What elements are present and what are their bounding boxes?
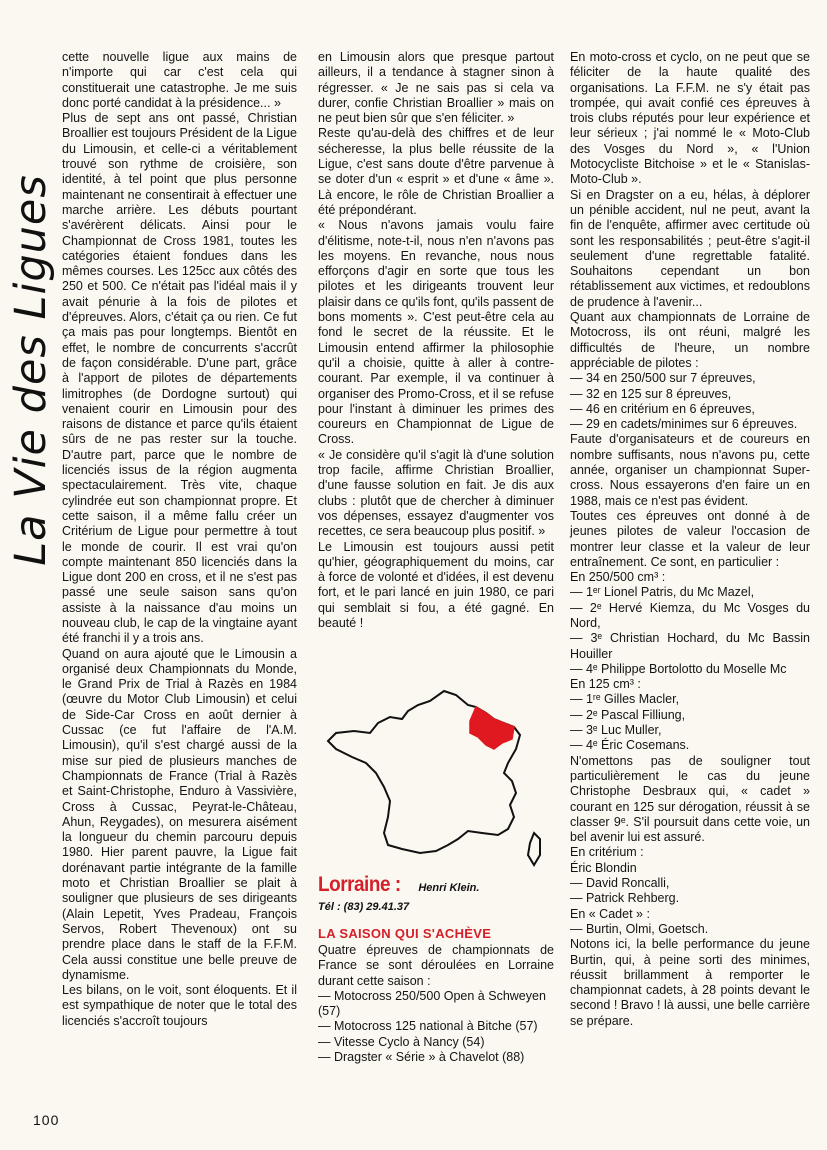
list-item: — 2ᵉ Pascal Filliung, — [570, 707, 686, 722]
list-item: — 2ᵉ Hervé Kiemza, du Mc Vosges du Nord, — [570, 600, 810, 630]
paragraph: « Nous n'avons jamais voulu faire d'élitisme, note-t-il, nous n'en n'avons pas les moyens. En revanche, nous nous efforçons d'agir en sorte que tous les pilotes et les dirigeants trouvent leur plaisir dans ce qu'ils font, qu'ils passent de bons moments ». C'est peut-être cela au fond le secret de la réussite. Et le Limousin entend affirmer la philosophie qu'il a choisie, quitte à aller à contre-courant. Par exemple, il va continuer à organiser des Promo-Cross, et il se refuse pour l'instant à diminuer les primes des coureurs en Championnat de Ligue de Cross. — [318, 218, 554, 447]
list-item: — 4ᵉ Éric Cosemans. — [570, 738, 690, 753]
list-item: — Patrick Rehberg. — [570, 891, 680, 906]
list-item: — David Roncalli, — [570, 876, 670, 891]
paragraph: Le Limousin est toujours aussi petit qu'hier, géographiquement du moins, car à force de volonté et d'idées, il est devenu fort, et le pari lancé en juin 1980, ce pari qui semblait si fou, a été gagné. En beauté ! — [318, 539, 554, 630]
lorraine-section-title — [318, 873, 554, 897]
list-item: — 1ᵉʳ Lionel Patris, du Mc Mazel, — [570, 585, 755, 600]
list-item: — Dragster « Série » à Chavelot (88) — [318, 1050, 525, 1065]
list-heading: En « Cadet » : — [570, 906, 650, 921]
paragraph: Notons ici, la belle performance du jeune Burtin, qui, à peine sorti des minimes, réussit brillamment à remporter le championnat cadets, à 28 points devant le second ! Bravo ! là aussi, une belle carrière se prépare. — [570, 937, 810, 1028]
paragraph: Faute d'organisateurs et de coureurs en nombre suffisants, nous n'avons pu, cette année, organiser un championnat Super-cross. Nous essayerons d'en faire un en 1988, mais ce n'est pas évident. — [570, 432, 810, 508]
list-item: — 34 en 250/500 sur 7 épreuves, — [570, 371, 756, 386]
page-number: 100 — [33, 1112, 60, 1128]
list-item: — 3ᵉ Luc Muller, — [570, 723, 662, 738]
paragraph: N'omettons pas de souligner tout particulièrement le cas du jeune Christophe Desbraux qui, « cadet » courant en 125 sur dérogation, réussit à se classer 9ᵉ. S'il poursuit dans cette voie, un bel avenir lui est assuré. — [570, 753, 810, 845]
list-item: — Burtin, Olmi, Goetsch. — [570, 921, 709, 936]
list-item: — Motocross 250/500 Open à Schweyen (57) — [318, 988, 546, 1019]
paragraph: en Limousin alors que presque partout ailleurs, il a tendance à stagner sinon à régresser. « Je ne sais pas si cela va durer, confie Christian Broallier » mais on ne peut bien sûr que s'en féliciter. » — [318, 50, 554, 126]
season-subheading: LA SAISON QUI S'ACHÈVE — [318, 926, 492, 941]
list-heading: En 250/500 cm³ : — [570, 570, 666, 585]
paragraph: Quant aux championnats de Lorraine de Motocross, ils ont réuni, malgré les difficultés de l'heure, un nombre appréciable de pilotes : — [570, 310, 810, 370]
lorraine-author: Henri Klein. — [418, 882, 480, 894]
corsica-outline — [528, 833, 540, 865]
france-outline — [328, 691, 520, 853]
list-item: — Vitesse Cyclo à Nancy (54) — [318, 1034, 485, 1049]
france-map — [318, 683, 554, 873]
lorraine-heading: Lorraine : — [318, 873, 401, 896]
france-map-graphic — [318, 683, 554, 873]
paragraph: Reste qu'au-delà des chiffres et de leur sécheresse, la plus belle réussite de la Ligue, c'est sans doute d'être parvenue à se doter d'un « esprit » et d'une « âme ». Là encore, le rôle de Christian Broallier a été prépondérant. — [318, 126, 554, 217]
list-item: — 32 en 125 sur 8 épreuves, — [570, 386, 732, 401]
list-item: Éric Blondin — [570, 860, 637, 875]
paragraph: cette nouvelle ligue aux mains de n'importe qui car c'est cela qui constituerait une catastrophe. Je me suis donc porté candidat à la présidence... » — [62, 50, 297, 110]
article-column-2 — [318, 50, 554, 631]
paragraph: Plus de sept ans ont passé, Christian Broallier est toujours Président de la Ligue du Limousin, et celle-ci a véritablement trouvé son rythme de croisière, son identité, à tel point que plus personne maintenant ne consentirait à effectuer une marche arrière. Les débuts pourtant s'avérèrent délicats. Ainsi pour le Championnat de Cross 1981, toutes les catégories étaient fondues dans les mêmes courses. Les 125cc aux côtés des 250 et 500. Ce n'était pas l'idéal mais il y avait pénurie à la fois de pilotes et d'épreuves. Alors, c'était ça ou rien. Ce fut ça mais pas pour longtemps. Bientôt en effet, le nombre de concurrents s'accrût de façon considérable. D'une part, grâce à l'apport de pilotes de départements limitrophes (de Dordogne surtout) qui venaient courir en Limousin pour des raisons de distance et parce qu'ils étaient sûrs de ne pas rester sur la touche. D'autre part, parce que le nombre de licenciés issus de la région augmenta spectaculairement. Très vite, chaque cylindrée eut son championnat propre. Et cette saison, il a même fallu créer un Critérium de Ligue pour permettre à tout le monde de courir. Il est vrai qu'on compte maintenant 850 licenciés dans la Ligue dont 200 en cross, et il ne s'est pas passé une seule saison sans qu'on assiste à la naissance d'au moins un nouveau club, le cap de la vingtaine ayant été franchi il y a trois ans. — [62, 111, 297, 646]
list-heading: En critérium : — [570, 845, 644, 860]
article-column-3 — [570, 50, 810, 1029]
list-item: — 4ᵉ Philippe Bortolotto du Moselle Mc — [570, 661, 787, 676]
paragraph: Quand on aura ajouté que le Limousin a organisé deux Championnats du Monde, le Grand Prix de Trial à Razès en 1984 (œuvre du Motor Club Limousin) et celui de Side-Car Cross en août dernier à Cussac (ce fut l'affaire de l'A.M. Limousin), qu'il s'est chargé aussi de la mise sur pied de plusieurs manches de Championnats de France (Trial à Razès et Saint-Christophe, Enduro à Vassivière, Cross à Cussac, Peyrat-le-Château, Ahun, Reygades), on mesurera aisément la longueur du chemin parcouru depuis 1980. Hier parent pauvre, la Ligue fait dorénavant partie intégrante de la famille moto et Christian Broallier se plait à souligner que plusieurs de ses dirigeants (Alain Lepetit, Yves Pradeau, François Servos, Robert Thevenoux) ont su prendre place dans le staff de la F.F.M. Cela aussi constitue une belle preuve de dynamisme. — [62, 646, 297, 982]
list-heading: En 125 cm³ : — [570, 677, 641, 692]
list-item: — 46 en critérium en 6 épreuves, — [570, 401, 755, 416]
paragraph: En moto-cross et cyclo, on ne peut que se féliciter de la haute qualité des organisations. La F.F.M. ne s'y était pas trompée, qui avait confié ces épreuves à trois clubs réputés pour leur expérience et leur sérieux ; j'ai nommé le « Moto-Club des Vosges du Nord », « l'Union Motocycliste Bitchoise » et le « Stanislas-Moto-Club ». — [570, 50, 810, 187]
section-title-text: La Vie des Ligues — [6, 174, 56, 566]
paragraph: Quatre épreuves de championnats de France se sont déroulées en Lorraine durant cette saison : — [318, 943, 554, 988]
paragraph: Toutes ces épreuves ont donné à de jeunes pilotes de valeur l'occasion de montrer leur classe et la valeur de leur entraînement. Ce sont, en particulier : — [570, 508, 810, 569]
section-sidebar-title — [6, 40, 56, 700]
lorraine-phone: Tél : (83) 29.41.37 — [318, 901, 410, 913]
list-item: — 1ʳᵉ Gilles Macler, — [570, 692, 680, 707]
paragraph: « Je considère qu'il s'agit là d'une solution trop facile, affirme Christian Broallier, d'une fausse solution en fait. Je dis aux clubs : plutôt que de chercher à diminuer vos dépenses, essayez d'augmenter vos recettes, ce sera beaucoup plus positif. » — [318, 447, 554, 539]
lorraine-intro-text — [318, 943, 554, 1065]
paragraph: Si en Dragster on a eu, hélas, à déplorer un pénible accident, nul ne peut, avant la fin de l'enquête, affirmer avec certitude où sont les responsabilités ; peut-être s'agit-il seulement d'une regrettable fatalité. Souhaitons cependant un bon rétablissement aux victimes, et redoublons de prudence à l'avenir... — [570, 187, 810, 309]
list-item: — Motocross 125 national à Bitche (57) — [318, 1019, 538, 1034]
list-item: — 29 en cadets/minimes sur 6 épreuves. — [570, 417, 798, 432]
article-column-1 — [62, 50, 297, 1029]
paragraph: Les bilans, on le voit, sont éloquents. Et il est sympathique de noter que le total des licenciés s'accroît toujours — [62, 983, 297, 1028]
list-item: — 3ᵉ Christian Hochard, du Mc Bassin Houiller — [570, 631, 810, 661]
